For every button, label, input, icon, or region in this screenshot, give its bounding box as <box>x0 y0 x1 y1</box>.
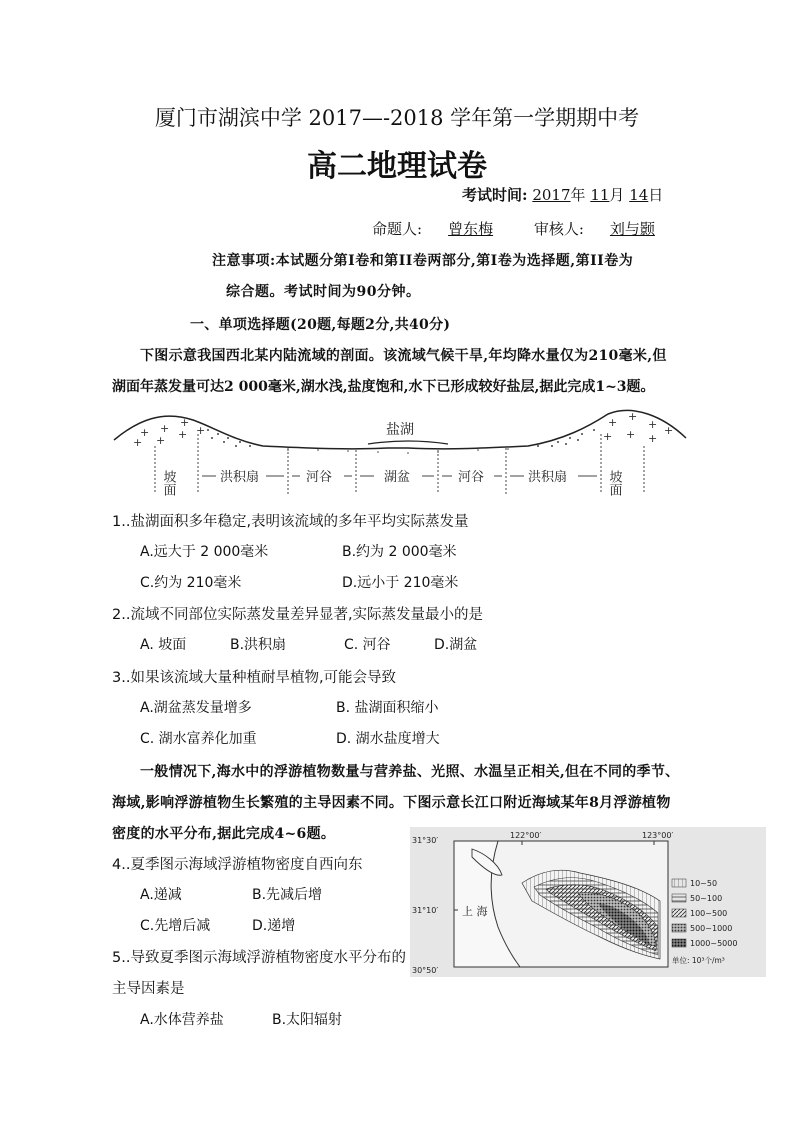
passage-2-line-3: 密度的水平分布,据此完成4~6题。 <box>112 826 336 842</box>
q4-option-b: B.先减后增 <box>252 887 323 903</box>
question-1: 1..盐湖面积多年稳定,表明该流域的多年平均实际蒸发量 <box>112 514 469 530</box>
reviewer-label: 审核人: <box>533 220 584 238</box>
q1-option-c: C.约为 210毫米 <box>140 575 242 591</box>
zone-slope-right: 坡面 <box>606 470 622 496</box>
day-char: 日 <box>648 186 664 204</box>
notice-line-2: 综合题。考试时间为90分钟。 <box>226 284 421 300</box>
lat-bottom-label: 30°50′ <box>412 966 439 975</box>
lon-right-label: 123°00′ <box>642 831 674 840</box>
salt-lake-label: 盐湖 <box>386 422 414 438</box>
q5-option-b: B.太阳辐射 <box>272 1012 343 1028</box>
q3-option-b: B. 盐湖面积缩小 <box>336 700 439 716</box>
svg-text:+: + <box>140 426 150 439</box>
q4-option-a: A.递减 <box>140 887 182 903</box>
legend-item-3: 100~500 <box>690 909 728 918</box>
svg-text:+: + <box>156 434 166 447</box>
q2-option-a: A. 坡面 <box>140 637 187 653</box>
passage-1-line-1: 下图示意我国西北某内陆流域的剖面。该流域气候干旱,年均降水量仅为210毫米,但 <box>140 348 667 364</box>
zone-valley-left: 河谷 <box>306 470 333 485</box>
passage-1-line-2: 湖面年蒸发量可达2 000毫米,湖水浅,盐度饱和,水下已形成较好盐层,据此完成1~3题。 <box>112 379 655 395</box>
q2-option-c: C. 河谷 <box>344 637 391 653</box>
exam-time <box>462 184 663 205</box>
exam-month: 11 <box>590 186 610 204</box>
svg-text:+: + <box>608 416 618 429</box>
question-2: 2..流域不同部位实际蒸发量差异显著,实际蒸发量最小的是 <box>112 607 484 623</box>
lat-top-label: 31°30′ <box>412 836 439 845</box>
exam-title: 高二地理试卷 <box>307 149 487 184</box>
q4-option-d: D.递增 <box>252 918 296 934</box>
legend-unit: 单位: 10³个/m³ <box>672 956 725 965</box>
svg-text:+: + <box>603 430 613 443</box>
q1-option-b: B.约为 2 000毫米 <box>342 544 457 560</box>
question-3: 3..如果该流域大量种植耐旱植物,可能会导致 <box>112 670 397 686</box>
passage-2-line-2: 海域,影响浮游植物生长繁殖的主导因素不同。下图示意长江口附近海域某年8月浮游植物 <box>112 795 671 811</box>
q3-option-d: D. 湖水盐度增大 <box>336 731 440 747</box>
question-5: 5..导致夏季图示海域浮游植物密度水平分布的 <box>112 950 406 966</box>
lat-mid-label: 31°10′ <box>412 906 439 915</box>
legend-item-5: 1000~5000 <box>690 939 738 948</box>
legend-item-1: 10~50 <box>690 879 718 888</box>
school-title: 厦门市湖滨中学 2017—-2018 学年第一学期期中考 <box>154 106 640 130</box>
zone-valley-right: 河谷 <box>458 470 485 485</box>
zone-fan-right: 洪积扇 <box>528 470 568 485</box>
q2-option-d: D.湖盆 <box>434 637 478 653</box>
svg-text:+: + <box>196 424 206 437</box>
author-label: 命题人: <box>372 220 423 238</box>
reviewer-name: 刘与颢 <box>609 220 655 238</box>
q3-option-c: C. 湖水富养化加重 <box>140 731 257 747</box>
notice-line-1: 注意事项:本试题分第Ⅰ卷和第ⅠⅠ卷两部分,第Ⅰ卷为选择题,第ⅠⅠ卷为 <box>212 253 634 269</box>
passage-2-line-1: 一般情况下,海水中的浮游植物数量与营养盐、光照、水温呈正相关,但在不同的季节、 <box>140 764 680 780</box>
zone-slope-left: 坡面 <box>160 470 176 496</box>
exam-day: 14 <box>629 186 649 204</box>
zone-fan-left: 洪积扇 <box>220 470 260 485</box>
exam-authors <box>372 218 681 239</box>
legend-item-4: 500~1000 <box>690 924 733 933</box>
question-4: 4..夏季图示海域浮游植物密度自西向东 <box>112 857 363 873</box>
q1-option-a: A.远大于 2 000毫米 <box>140 544 269 560</box>
svg-text:+: + <box>648 418 658 431</box>
svg-text:+: + <box>133 436 143 449</box>
legend-item-2: 50~100 <box>690 894 723 903</box>
q4-option-c: C.先增后减 <box>140 918 211 934</box>
svg-text:+: + <box>626 428 636 441</box>
zone-basin: 湖盆 <box>384 470 411 485</box>
q2-option-b: B.洪积扇 <box>230 637 287 653</box>
year-char: 年 <box>570 186 586 204</box>
svg-text:+: + <box>628 410 638 423</box>
exam-time-label: 考试时间: <box>462 186 528 204</box>
shanghai-label: 上 海 <box>462 905 488 918</box>
author-name: 曾东梅 <box>448 220 494 238</box>
question-5-cont: 主导因素是 <box>112 981 185 997</box>
phytoplankton-density-map <box>410 827 766 977</box>
svg-text:+: + <box>160 422 170 435</box>
q3-option-a: A.湖盆蒸发量增多 <box>140 700 252 716</box>
lon-left-label: 122°00′ <box>510 831 542 840</box>
section-title: 一、单项选择题(20题,每题2分,共40分) <box>190 317 451 333</box>
q5-option-a: A.水体营养盐 <box>140 1012 224 1028</box>
month-char: 月 <box>609 186 625 204</box>
svg-text:+: + <box>664 424 674 437</box>
exam-year: 2017 <box>532 186 571 204</box>
basin-profile-diagram <box>108 402 690 498</box>
svg-text:+: + <box>178 428 188 441</box>
q1-option-d: D.远小于 210毫米 <box>342 575 459 591</box>
svg-text:+: + <box>648 432 658 445</box>
svg-text:+: + <box>180 416 190 429</box>
